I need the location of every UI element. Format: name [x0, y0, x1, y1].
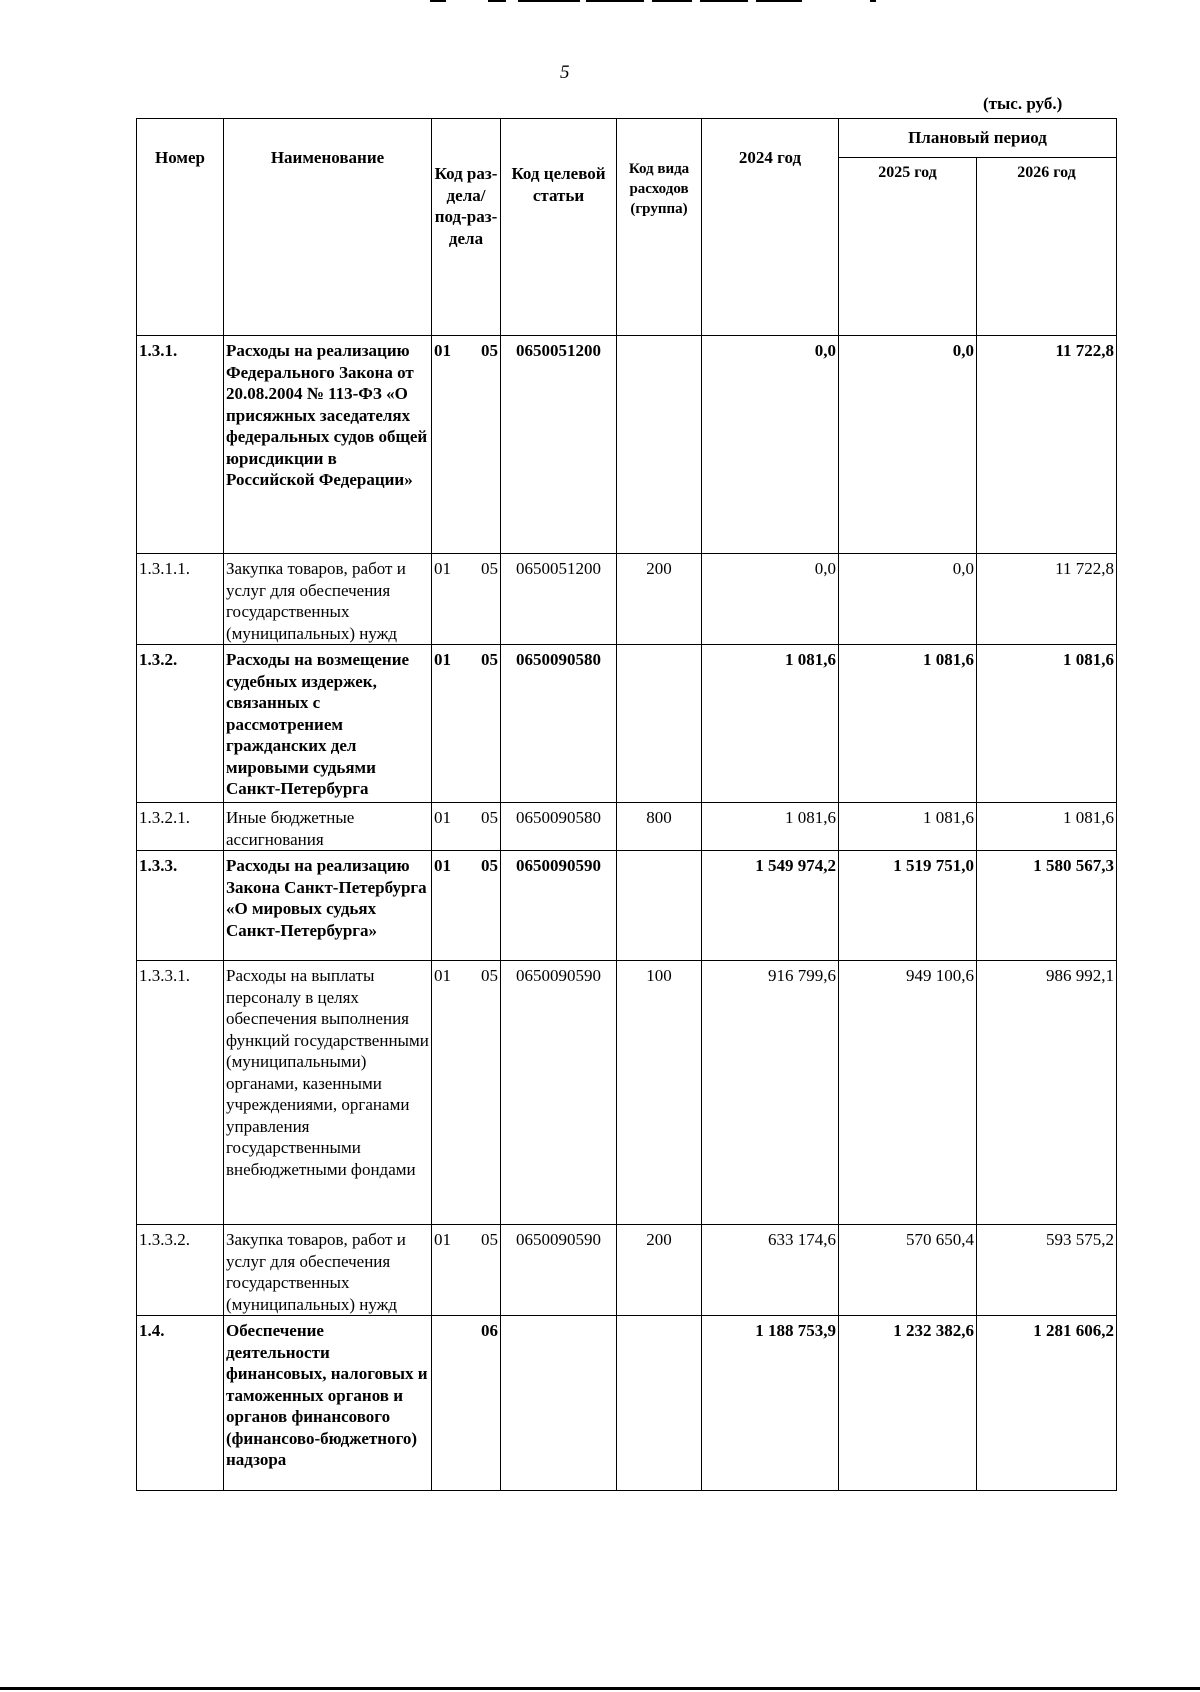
- row-value-2024: 916 799,6: [702, 961, 839, 1225]
- header-year-2024: 2024 год: [702, 119, 839, 336]
- bottom-scan-line: [0, 1687, 1200, 1690]
- header-number: Номер: [137, 119, 224, 336]
- row-subsection: 06: [481, 1321, 498, 1340]
- row-name: Расходы на реализацию Закона Санкт-Петербурга «О мировых судьях Санкт-Петербурга»: [224, 851, 432, 961]
- row-name: Расходы на возмещение судебных издержек, связанных с рассмотрением гражданских дел мировыми судьями Санкт-Петербурга: [224, 645, 432, 803]
- budget-table: [136, 118, 1117, 1491]
- row-value-2025: 570 650,4: [839, 1225, 977, 1316]
- row-number: 1.3.1.1.: [137, 554, 224, 645]
- row-value-2025: 1 232 382,6: [839, 1316, 977, 1491]
- row-section-code: [432, 336, 501, 554]
- row-value-2025: 1 081,6: [839, 803, 977, 851]
- row-target-code: 0650090590: [501, 1225, 617, 1316]
- row-expense-type: [617, 336, 702, 554]
- header-section-code: Код раз-дела/ под-раз-дела: [432, 119, 501, 336]
- row-number: 1.3.1.: [137, 336, 224, 554]
- row-target-code: 0650051200: [501, 554, 617, 645]
- row-expense-type: 200: [617, 1225, 702, 1316]
- table-row: [137, 1316, 1117, 1491]
- row-number: 1.3.3.2.: [137, 1225, 224, 1316]
- row-section-code: [432, 803, 501, 851]
- row-number: 1.3.2.1.: [137, 803, 224, 851]
- row-value-2026: 1 081,6: [977, 645, 1117, 803]
- row-value-2024: 633 174,6: [702, 1225, 839, 1316]
- row-subsection: 05: [481, 966, 498, 985]
- table-row: [137, 1225, 1117, 1316]
- header-year-2025: 2025 год: [839, 158, 977, 336]
- header-expense-type-code: Код вида расходов (группа): [617, 119, 702, 336]
- row-section: 01: [434, 966, 451, 985]
- row-target-code: [501, 1316, 617, 1491]
- row-name: Иные бюджетные ассигнования: [224, 803, 432, 851]
- row-number: 1.4.: [137, 1316, 224, 1491]
- row-name: Обеспечение деятельности финансовых, налоговых и таможенных органов и органов финансового (финансово-бюджетного) надзора: [224, 1316, 432, 1491]
- row-expense-type: 100: [617, 961, 702, 1225]
- row-expense-type: [617, 1316, 702, 1491]
- row-section: 01: [434, 856, 451, 875]
- row-expense-type: 200: [617, 554, 702, 645]
- row-value-2026: 1 081,6: [977, 803, 1117, 851]
- row-value-2025: 1 519 751,0: [839, 851, 977, 961]
- row-name: Закупка товаров, работ и услуг для обеспечения государственных (муниципальных) нужд: [224, 554, 432, 645]
- row-value-2024: 1 081,6: [702, 803, 839, 851]
- row-value-2026: 11 722,8: [977, 336, 1117, 554]
- row-subsection: 05: [481, 559, 498, 578]
- row-subsection: 05: [481, 650, 498, 669]
- table-row: [137, 336, 1117, 554]
- header-year-2026: 2026 год: [977, 158, 1117, 336]
- row-section-code: [432, 961, 501, 1225]
- row-section-code: [432, 645, 501, 803]
- row-expense-type: [617, 645, 702, 803]
- top-scan-line: [430, 0, 880, 2]
- table-row: [137, 645, 1117, 803]
- row-value-2024: 1 549 974,2: [702, 851, 839, 961]
- row-number: 1.3.3.1.: [137, 961, 224, 1225]
- row-value-2024: 0,0: [702, 554, 839, 645]
- row-value-2024: 0,0: [702, 336, 839, 554]
- table-row: [137, 803, 1117, 851]
- row-number: 1.3.2.: [137, 645, 224, 803]
- row-section: 01: [434, 650, 451, 669]
- row-section: 01: [434, 341, 451, 360]
- row-subsection: 05: [481, 341, 498, 360]
- row-section-code: [432, 1225, 501, 1316]
- row-expense-type: [617, 851, 702, 961]
- row-value-2026: 1 580 567,3: [977, 851, 1117, 961]
- row-value-2025: 1 081,6: [839, 645, 977, 803]
- header-target-code: Код целевой статьи: [501, 119, 617, 336]
- row-expense-type: 800: [617, 803, 702, 851]
- row-target-code: 0650090580: [501, 645, 617, 803]
- row-name: Расходы на реализацию Федерального Закона от 20.08.2004 № 113-ФЗ «О присяжных заседателях федеральных судов общей юрисдикции в Российской Федерации»: [224, 336, 432, 554]
- row-value-2026: 593 575,2: [977, 1225, 1117, 1316]
- header-name: Наименование: [224, 119, 432, 336]
- table-row: [137, 554, 1117, 645]
- row-subsection: 05: [481, 856, 498, 875]
- row-value-2024: 1 081,6: [702, 645, 839, 803]
- row-section: 01: [434, 559, 451, 578]
- row-value-2026: 1 281 606,2: [977, 1316, 1117, 1491]
- row-section: 01: [434, 1230, 451, 1249]
- row-name: Расходы на выплаты персоналу в целях обеспечения выполнения функций государственными (муниципальными) органами, казенными учреждениями, органами управления государственными внебюджетными фондами: [224, 961, 432, 1225]
- row-value-2026: 11 722,8: [977, 554, 1117, 645]
- row-subsection: 05: [481, 808, 498, 827]
- table-row: [137, 851, 1117, 961]
- row-subsection: 05: [481, 1230, 498, 1249]
- row-target-code: 0650090590: [501, 851, 617, 961]
- row-target-code: 0650090590: [501, 961, 617, 1225]
- row-section-code: [432, 1316, 501, 1491]
- units-label: (тыс. руб.): [983, 94, 1063, 113]
- row-target-code: 0650051200: [501, 336, 617, 554]
- header-planned-period: Плановый период: [839, 119, 1117, 158]
- page-number: 5: [560, 62, 570, 83]
- row-section-code: [432, 851, 501, 961]
- row-target-code: 0650090580: [501, 803, 617, 851]
- row-value-2026: 986 992,1: [977, 961, 1117, 1225]
- row-value-2025: 0,0: [839, 336, 977, 554]
- row-value-2024: 1 188 753,9: [702, 1316, 839, 1491]
- row-number: 1.3.3.: [137, 851, 224, 961]
- header-row: [137, 119, 1117, 158]
- row-section-code: [432, 554, 501, 645]
- row-value-2025: 949 100,6: [839, 961, 977, 1225]
- row-name: Закупка товаров, работ и услуг для обеспечения государственных (муниципальных) нужд: [224, 1225, 432, 1316]
- table-row: [137, 961, 1117, 1225]
- row-value-2025: 0,0: [839, 554, 977, 645]
- row-section: 01: [434, 808, 451, 827]
